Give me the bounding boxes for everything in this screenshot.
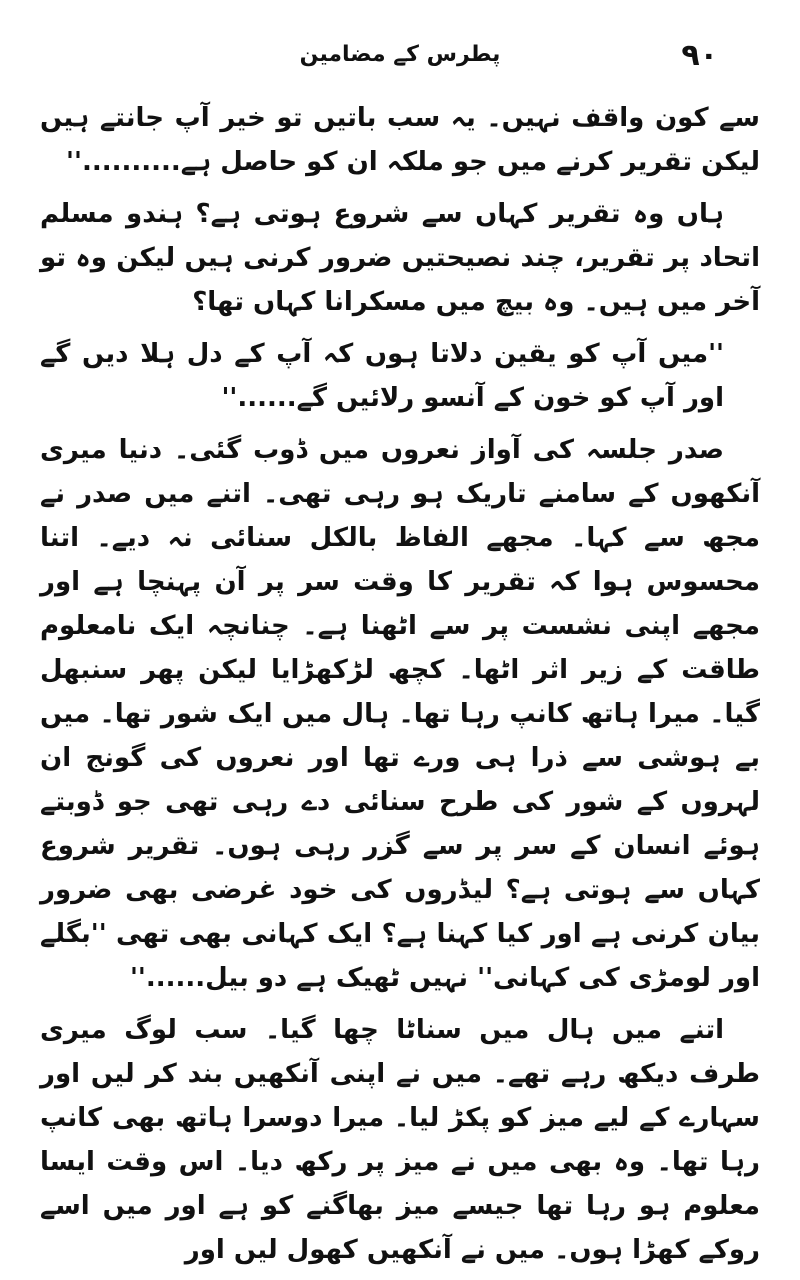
page-number: ۹۰	[681, 38, 718, 73]
paragraph-2: ہاں وہ تقریر کہاں سے شروع ہوتی ہے؟ ہندو مسلم اتحاد پر تقریر، چند نصیحتیں ضرور کرنی ہیں لیکن وہ تو آخر میں ہیں۔ وہ بیچ میں مسکرانا کہاں تھا؟	[40, 199, 760, 317]
running-title: پطرس کے مضامین	[299, 42, 501, 67]
page-header	[60, 36, 740, 86]
paragraph-3: ''میں آپ کو یقین دلاتا ہوں کہ آپ کے دل ہلا دیں گے اور آپ کو خون کے آنسو رلائیں گے......''	[40, 339, 724, 413]
paragraph-5: اتنے میں ہال میں سناٹا چھا گیا۔ سب لوگ میری طرف دیکھ رہے تھے۔ میں نے اپنی آنکھیں بند کر لیں اور سہارے کے لیے میز کو پکڑ لیا۔ میرا دوسرا ہاتھ بھی کانپ رہا تھا۔ وہ بھی میں نے میز پر رکھ دیا۔ اس وقت ایسا معلوم ہو رہا تھا جیسے میز بھاگنے کو ہے اور میں اسے روکے کھڑا ہوں۔ میں نے آنکھیں کھول لیں اور	[40, 1015, 760, 1265]
paragraph-1: سے کون واقف نہیں۔ یہ سب باتیں تو خیر آپ جانتے ہیں لیکن تقریر کرنے میں جو ملکہ ان کو حاصل ہے..........''	[40, 103, 760, 177]
body-text	[40, 96, 760, 1280]
paragraph-4: صدر جلسہ کی آواز نعروں میں ڈوب گئی۔ دنیا میری آنکھوں کے سامنے تاریک ہو رہی تھی۔ اتنے میں صدر نے مجھ سے کہا۔ مجھے الفاظ بالکل سنائی نہ دیے۔ اتنا محسوس ہوا کہ تقریر کا وقت سر پر آن پہنچا ہے اور مجھے اپنی نشست پر سے اٹھنا ہے۔ چنانچہ ایک نامعلوم طاقت کے زیر اثر اٹھا۔ کچھ لڑکھڑایا لیکن پھر سنبھل گیا۔ میرا ہاتھ کانپ رہا تھا۔ ہال میں ایک شور تھا۔ میں بے ہوشی سے ذرا ہی ورے تھا اور نعروں کی گونج ان لہروں کے شور کی طرح سنائی دے رہی تھی جو ڈوبتے ہوئے انسان کے سر پر سے گزر رہی ہوں۔ تقریر شروع کہاں سے ہوتی ہے؟ لیڈروں کی خود غرضی بھی ضرور بیان کرنی ہے اور کیا کہنا ہے؟ ایک کہانی بھی تھی ''بگلے اور لومڑی کی کہانی'' نہیں ٹھیک ہے دو بیل......''	[40, 435, 760, 993]
